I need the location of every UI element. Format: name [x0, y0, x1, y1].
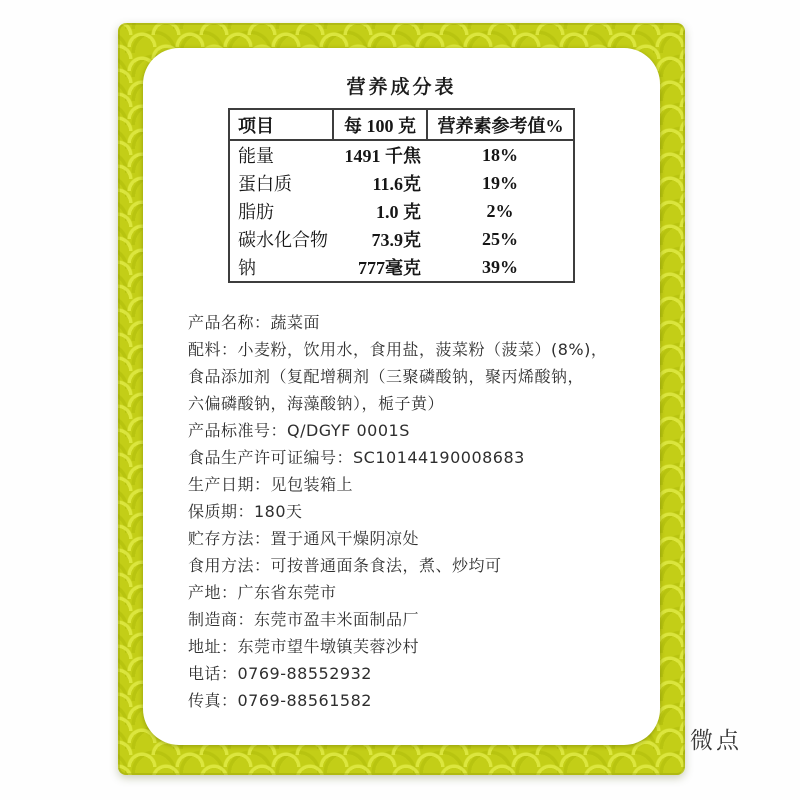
nutrition-row-carbohydrate	[229, 225, 574, 253]
info-telephone: 电话：0769-88552932	[188, 664, 372, 683]
nutrition-row-sodium	[229, 253, 574, 282]
nutrition-row-protein	[229, 169, 574, 197]
nutrient-amount: 1.0 克	[376, 202, 421, 222]
nutrient-name: 蛋白质	[238, 174, 292, 194]
watermark-text: 微点	[690, 728, 742, 754]
info-license-number: 食品生产许可证编号：SC10144190008683	[188, 448, 525, 467]
label-card	[143, 48, 660, 745]
nutrition-row-energy	[229, 140, 574, 169]
info-address: 地址：东莞市望牛墩镇芙蓉沙村	[188, 637, 420, 656]
nutrition-header-row	[229, 109, 574, 140]
nutrient-amount: 11.6克	[372, 174, 421, 194]
package-label-frame	[118, 23, 685, 775]
nutrition-row-fat	[229, 197, 574, 225]
nutrition-table-title: 营养成分表	[346, 77, 457, 98]
nutrient-amount: 1491 千焦	[344, 146, 421, 166]
info-ingredients-1: 配料：小麦粉，饮用水，食用盐，菠菜粉（菠菜）(8%)，	[188, 340, 608, 359]
nutrition-table	[228, 108, 575, 283]
nutrient-name: 碳水化合物	[238, 230, 328, 250]
info-origin: 产地：广东省东莞市	[188, 583, 337, 602]
header-item: 项目	[229, 109, 333, 140]
info-storage-method: 贮存方法：置于通风干燥阴凉处	[188, 529, 420, 548]
info-usage-method: 食用方法：可按普通面条食法，煮、炒均可	[188, 556, 502, 575]
info-production-date: 生产日期：见包装箱上	[188, 475, 354, 494]
nutrient-name: 脂肪	[238, 202, 274, 222]
nutrient-nrv: 2%	[486, 200, 514, 221]
info-standard-number: 产品标准号：Q/DGYF 0001S	[188, 421, 410, 440]
product-info-section	[188, 309, 660, 714]
info-product-name: 产品名称：蔬菜面	[188, 313, 321, 332]
header-per-100g: 每 100 克	[333, 109, 427, 140]
info-ingredients-3: 六偏磷酸钠，海藻酸钠），栀子黄）	[188, 394, 445, 413]
info-fax: 传真：0769-88561582	[188, 691, 372, 710]
nutrient-name: 能量	[238, 146, 274, 166]
nutrient-nrv: 19%	[482, 172, 518, 193]
nutrient-nrv: 18%	[482, 144, 518, 165]
info-shelf-life: 保质期：180天	[188, 502, 303, 521]
nutrient-nrv: 39%	[482, 256, 518, 277]
nutrient-amount: 777毫克	[358, 258, 421, 278]
info-manufacturer: 制造商：东莞市盈丰米面制品厂	[188, 610, 420, 629]
header-nrv: 营养素参考值%	[427, 109, 574, 140]
nutrient-name: 钠	[238, 258, 256, 278]
nutrient-nrv: 25%	[482, 228, 518, 249]
info-ingredients-2: 食品添加剂（复配增稠剂（三聚磷酸钠，聚丙烯酸钠，	[188, 367, 585, 386]
nutrient-amount: 73.9克	[371, 230, 421, 250]
